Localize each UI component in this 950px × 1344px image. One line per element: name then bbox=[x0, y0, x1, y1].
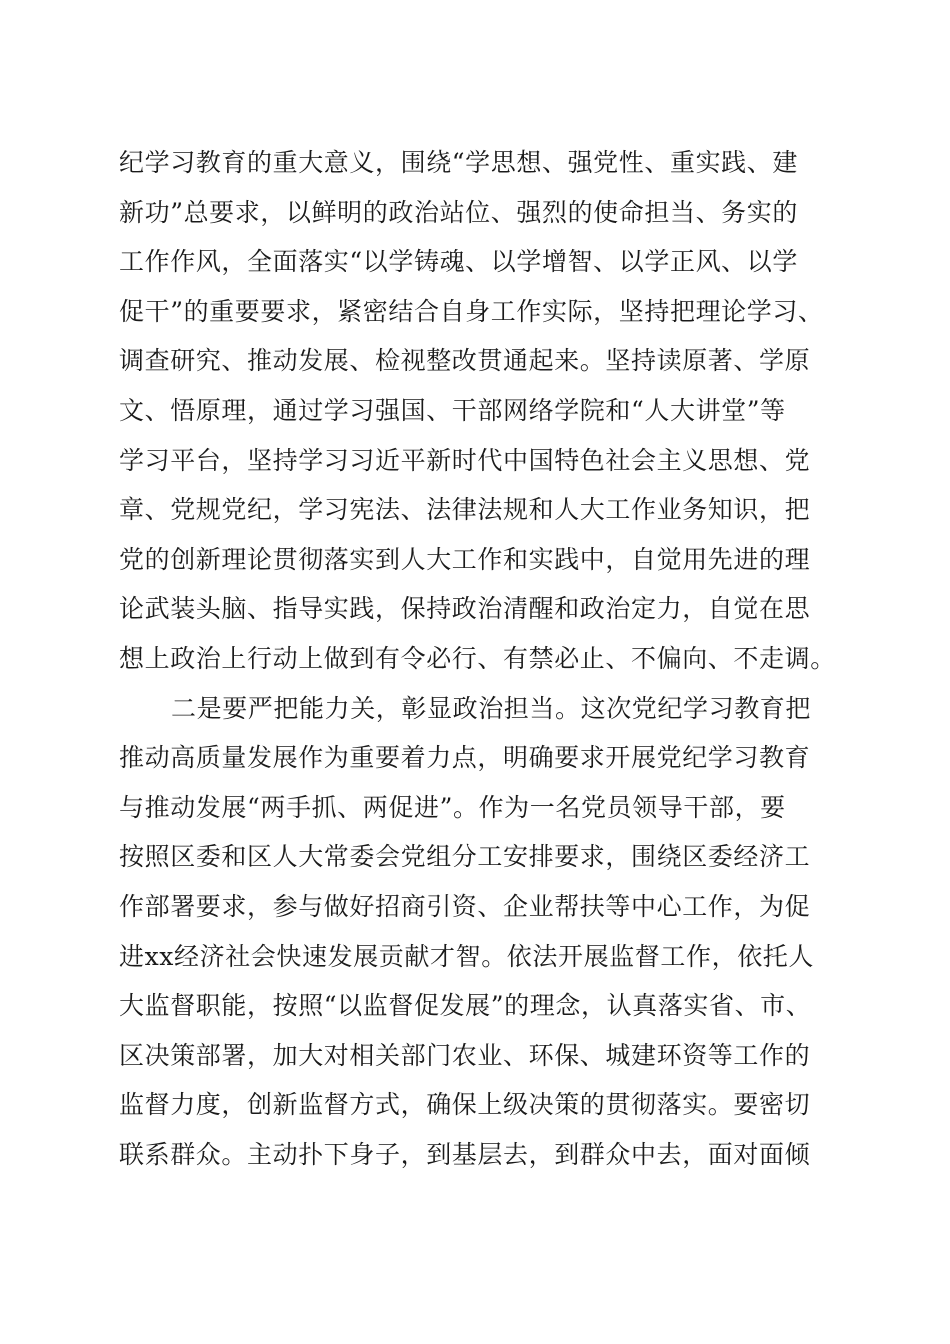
paragraph-start-line: 二是要严把能力关，彰显政治担当。这次党纪学习教育把 bbox=[171, 693, 812, 723]
text-line: 与推动发展“两手抓、两促进”。作为一名党员领导干部，要 bbox=[119, 792, 786, 822]
body-text bbox=[119, 138, 836, 1179]
text-line: 调查研究、推动发展、检视整改贯通起来。坚持读原著、学原 bbox=[119, 346, 811, 376]
text-line: 区决策部署，加大对相关部门农业、环保、城建环资等工作的 bbox=[119, 1040, 811, 1070]
text-line: 按照区委和区人大常委会党组分工安排要求，围绕区委经济工 bbox=[119, 842, 811, 872]
text-line: 大监督职能，按照“以监督促发展”的理念，认真落实省、市、 bbox=[119, 991, 812, 1021]
text-line: 工作作风，全面落实“以学铸魂、以学增智、以学正风、以学 bbox=[119, 247, 798, 277]
text-line: 学习平台，坚持学习习近平新时代中国特色社会主义思想、党 bbox=[119, 445, 811, 475]
text-line: 章、党规党纪，学习宪法、法律法规和人大工作业务知识，把 bbox=[119, 495, 811, 525]
text-line: 推动高质量发展作为重要着力点，明确要求开展党纪学习教育 bbox=[119, 743, 811, 773]
text-line: 纪学习教育的重大意义，围绕“学思想、强党性、重实践、建 bbox=[119, 148, 798, 177]
text-line: 文、悟原理，通过学习强国、干部网络学院和“人大讲堂”等 bbox=[119, 395, 786, 425]
text-line: 想上政治上行动上做到有令必行、有禁必止、不偏向、不走调。 bbox=[119, 643, 836, 673]
text-line: 新功”总要求，以鲜明的政治站位、强烈的使命担当、务实的 bbox=[119, 197, 798, 227]
text-line: 党的创新理论贯彻落实到人大工作和实践中，自觉用先进的理 bbox=[119, 544, 811, 574]
text-line: 进xx经济社会快速发展贡献才智。依法开展监督工作，依托人 bbox=[119, 941, 815, 971]
text-line: 监督力度，创新监督方式，确保上级决策的贯彻落实。要密切 bbox=[119, 1090, 811, 1120]
text-line: 联系群众。主动扑下身子，到基层去，到群众中去，面对面倾 bbox=[119, 1139, 811, 1169]
text-line: 促干”的重要要求，紧密结合自身工作实际，坚持把理论学习、 bbox=[119, 296, 824, 326]
text-line: 论武装头脑、指导实践，保持政治清醒和政治定力，自觉在思 bbox=[119, 594, 811, 624]
text-line: 作部署要求，参与做好招商引资、企业帮扶等中心工作，为促 bbox=[119, 891, 811, 921]
